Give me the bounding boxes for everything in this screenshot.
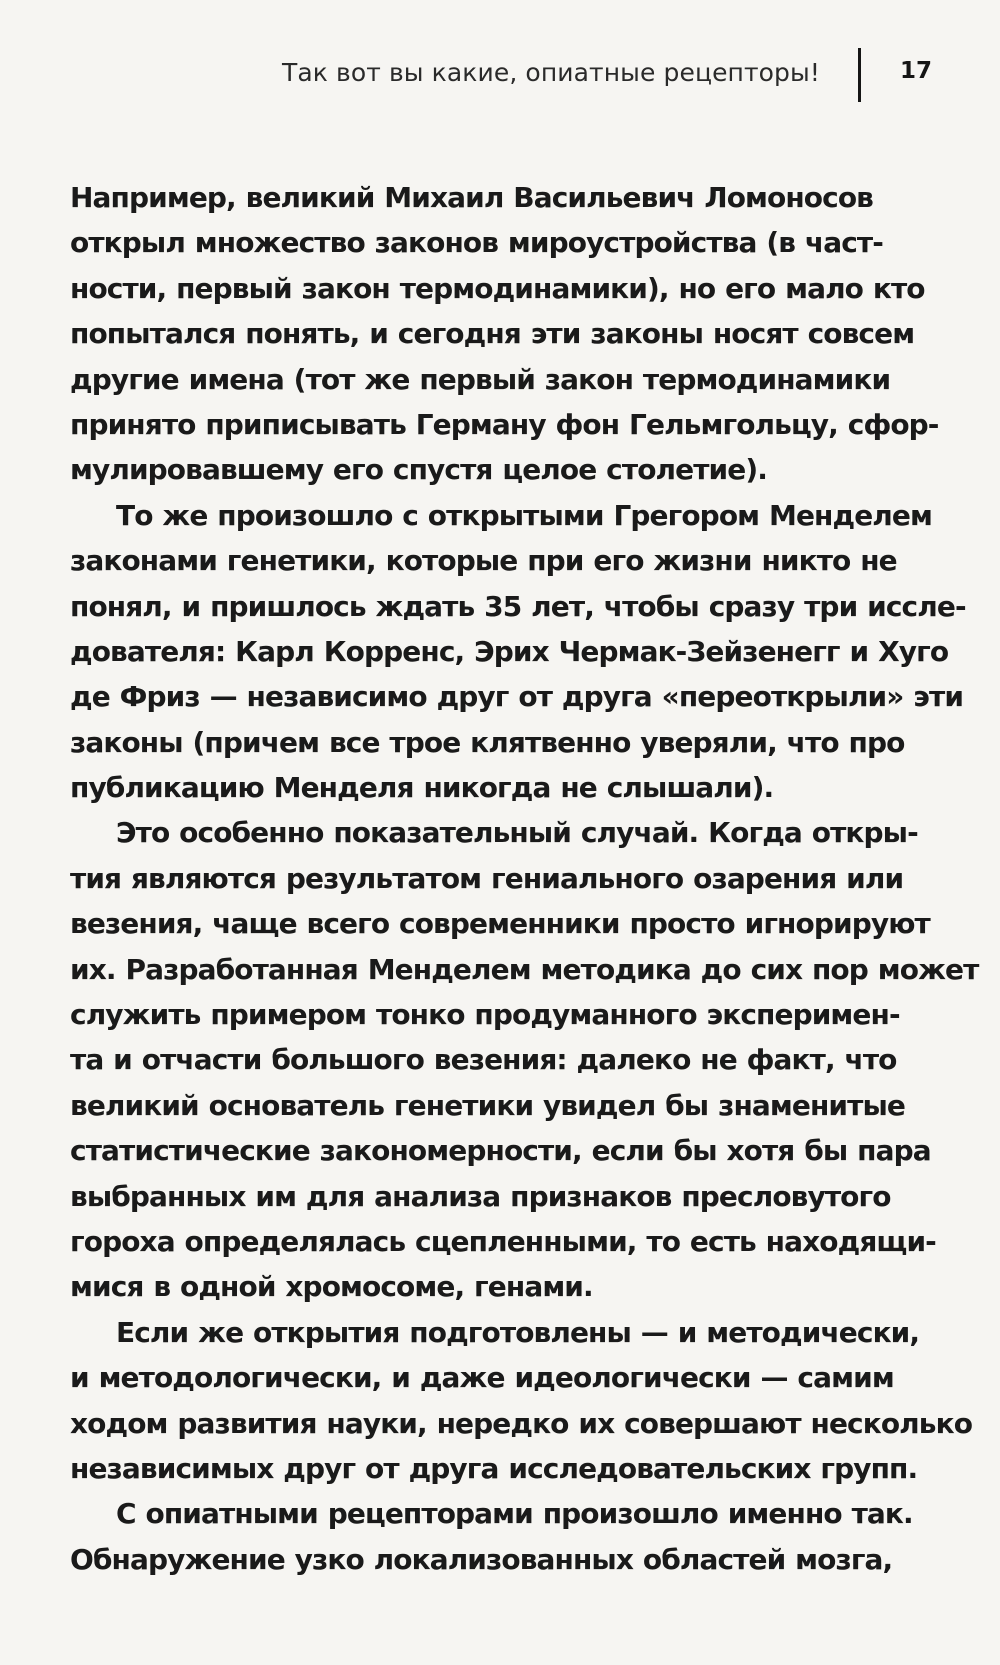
text-line: Если же открытия подготовлены — и методически,: [116, 1315, 920, 1349]
running-title: Так вот вы какие, опиатные рецепторы!: [281, 58, 820, 87]
paragraph-5: [70, 1491, 913, 1582]
text-line: ходом развития науки, нередко их совершают несколько: [70, 1406, 973, 1440]
paragraph-1: [70, 175, 939, 493]
text-line: мися в одной хромосоме, генами.: [70, 1270, 593, 1304]
text-line: С опиатными рецепторами произошло именно так.: [116, 1497, 913, 1531]
text-line: де Фриз — независимо друг от друга «переоткрыли» эти: [70, 680, 964, 714]
text-line: и методологически, и даже идеологически — самим: [70, 1361, 894, 1395]
text-line: везения, чаще всего современники просто игнорируют: [70, 907, 930, 941]
paragraph-4: [70, 1310, 973, 1492]
paragraph-3: [70, 810, 979, 1309]
header-divider: [858, 48, 861, 102]
text-line: служить примером тонко продуманного эксперимен-: [70, 998, 900, 1032]
running-head: [0, 48, 1000, 108]
paragraph-2: [70, 493, 966, 811]
text-line: То же произошло с открытыми Грегором Менделем: [116, 498, 932, 532]
text-line: другие имена (тот же первый закон термодинамики: [70, 362, 891, 396]
text-line: понял, и пришлось ждать 35 лет, чтобы сразу три иссле-: [70, 589, 966, 623]
text-line: мулировавшему его спустя целое столетие).: [70, 453, 768, 487]
text-line: статистические закономерности, если бы хотя бы пара: [70, 1134, 931, 1168]
text-line: попытался понять, и сегодня эти законы носят совсем: [70, 317, 915, 351]
text-line: выбранных им для анализа признаков пресловутого: [70, 1179, 891, 1213]
text-line: Обнаружение узко локализованных областей мозга,: [70, 1542, 893, 1576]
body-text: [70, 175, 979, 1582]
text-line: публикацию Менделя никогда не слышали).: [70, 771, 774, 805]
text-line: тия являются результатом гениального озарения или: [70, 861, 904, 895]
text-line: ности, первый закон термодинамики), но его мало кто: [70, 271, 925, 305]
text-line: дователя: Карл Корренс, Эрих Чермак-Зейзенегг и Хуго: [70, 634, 949, 668]
page-number: 17: [900, 58, 933, 84]
text-line: их. Разработанная Менделем методика до сих пор может: [70, 952, 979, 986]
text-line: та и отчасти большого везения: далеко не факт, что: [70, 1043, 897, 1077]
text-line: великий основатель генетики увидел бы знаменитые: [70, 1088, 905, 1122]
text-line: принято приписывать Герману фон Гельмгольцу, сфор-: [70, 407, 939, 441]
text-line: открыл множество законов мироустройства (в част-: [70, 226, 883, 260]
text-line: Например, великий Михаил Васильевич Ломоносов: [70, 181, 873, 214]
text-line: независимых друг от друга исследовательских групп.: [70, 1451, 918, 1485]
text-line: законы (причем все трое клятвенно уверяли, что про: [70, 725, 905, 759]
text-line: Это особенно показательный случай. Когда откры-: [116, 816, 918, 850]
text-line: гороха определялась сцепленными, то есть находящи-: [70, 1224, 936, 1258]
text-line: законами генетики, которые при его жизни никто не: [70, 544, 897, 578]
